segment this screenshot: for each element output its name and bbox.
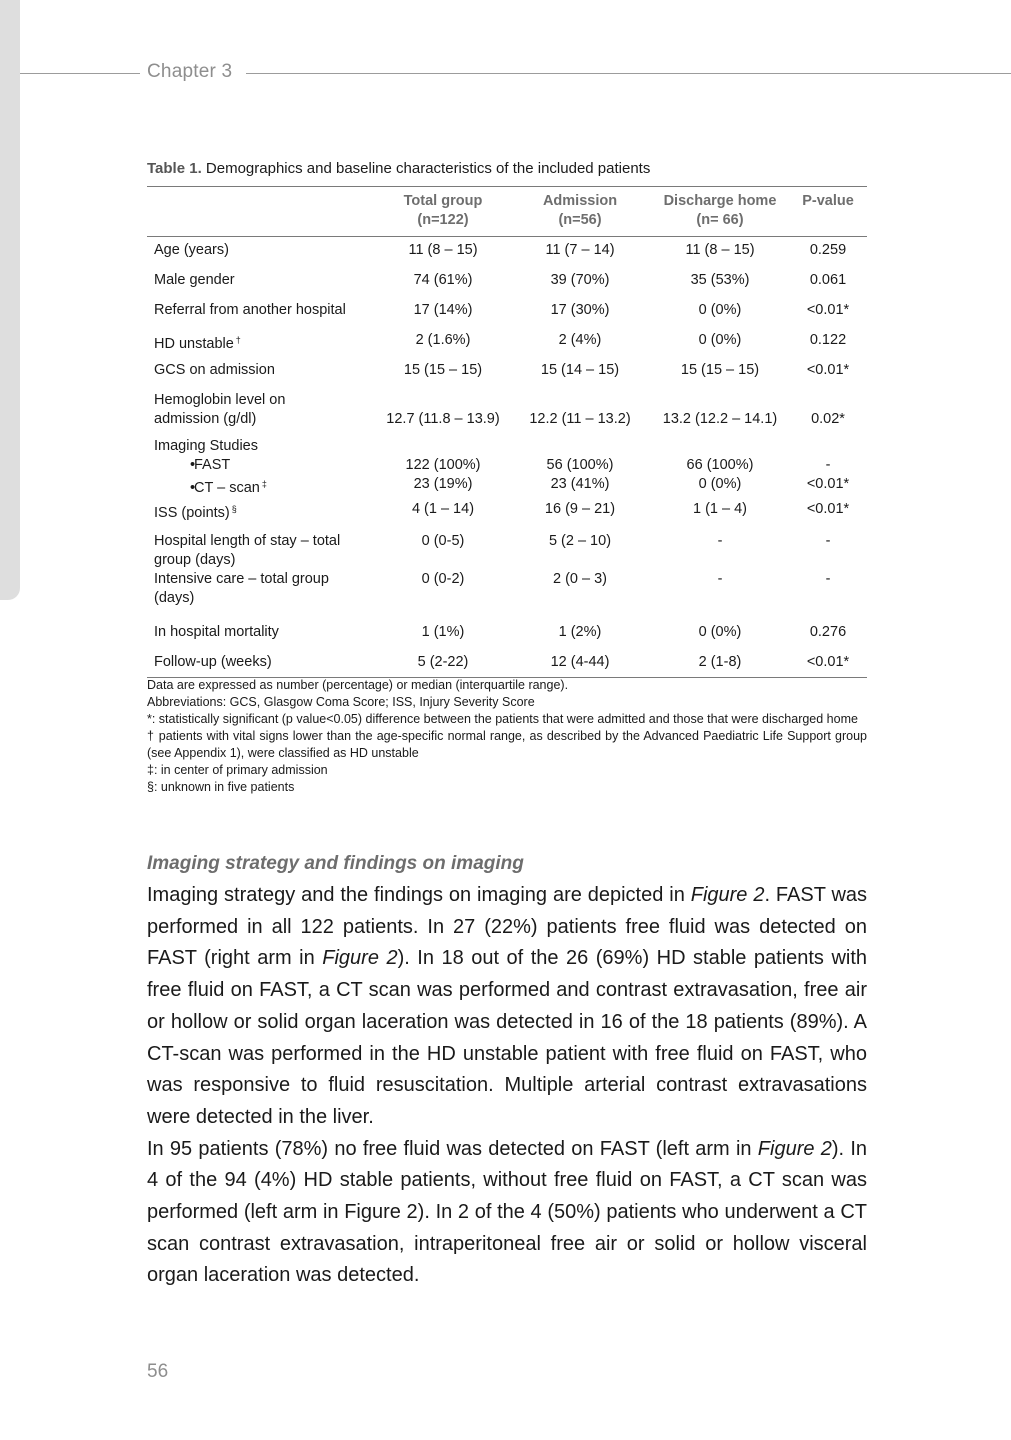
section-heading: Imaging strategy and findings on imaging bbox=[147, 853, 524, 874]
table-row-ct-scan: •CT – scan ‡ 23 (19%) 23 (41%) 0 (0%) <0.01* bbox=[190, 475, 850, 496]
header-p-value: P-value bbox=[789, 187, 867, 237]
dagger-mark: † bbox=[235, 334, 241, 345]
paragraph-2: In 95 patients (78%) no free fluid was detected on FAST (left arm in Figure 2). In 4 of the 94 (4%) HD stable patients, without free fluid on FAST, a CT scan was performed (left arm in Figure 2). In 2 of the 4 (50%) patients who underwent a CT scan contrast extravasation, intraperitoneal free air or solid or hollow visceral organ laceration was detected. bbox=[147, 1137, 868, 1287]
footnote-significance: *: statistically significant (p value<0.05) difference between the patients that were admitted and those that were discharged home bbox=[147, 712, 858, 726]
footnote-unknown: §: unknown in five patients bbox=[147, 780, 295, 794]
demographics-table bbox=[147, 186, 867, 678]
table-caption-text: Demographics and baseline characteristics of the included patients bbox=[201, 160, 651, 177]
table-row-iss: ISS (points) § 4 (1 – 14) 16 (9 – 21) 1 (1 – 4) <0.01* bbox=[154, 500, 850, 521]
table-row-mortality: In hospital mortality 1 (1%) 1 (2%) 0 (0%) 0.276 bbox=[154, 623, 847, 640]
table-row-male-gender: Male gender 74 (61%) 39 (70%) 35 (53%) 0.061 bbox=[154, 271, 847, 288]
table-row-imaging-studies: Imaging Studies bbox=[154, 437, 258, 454]
table-row-hd-unstable: HD unstable † 2 (1.6%) 2 (4%) 0 (0%) 0.122 bbox=[154, 331, 847, 352]
header-total-group: Total group (n=122) bbox=[377, 187, 509, 237]
chapter-header: Chapter 3 bbox=[147, 61, 233, 82]
header-empty bbox=[147, 187, 377, 237]
header-admission: Admission (n=56) bbox=[509, 187, 651, 237]
table-caption bbox=[147, 160, 650, 177]
footnote-primary-admission: ‡: in center of primary admission bbox=[147, 763, 328, 777]
table-row-follow-up: Follow-up (weeks) 5 (2-22) 12 (4-44) 2 (1-8) <0.01* bbox=[154, 653, 850, 670]
table-row-referral: Referral from another hospital 17 (14%) 17 (30%) 0 (0%) <0.01* bbox=[154, 301, 850, 318]
table-footnotes bbox=[147, 677, 867, 796]
table-row-length-of-stay: Hospital length of stay – total group (days) 0 (0-5) 5 (2 – 10) - - bbox=[154, 532, 831, 568]
header-rule-right bbox=[246, 73, 1011, 74]
header-discharge-home: Discharge home (n= 66) bbox=[651, 187, 789, 237]
table-header-row bbox=[147, 187, 867, 237]
page-number: 56 bbox=[147, 1361, 169, 1382]
page-side-tab bbox=[0, 0, 20, 600]
table-row-intensive-care: Intensive care – total group (days) 0 (0-2) 2 (0 – 3) - - bbox=[154, 570, 831, 606]
footnote-data-expression: Data are expressed as number (percentage) or median (interquartile range). bbox=[147, 678, 569, 692]
table-caption-label: Table 1. bbox=[147, 160, 202, 177]
section-mark: § bbox=[231, 503, 237, 514]
section-body bbox=[147, 880, 867, 1292]
header-rule-left bbox=[20, 73, 140, 74]
table-row-age: Age (years) 11 (8 – 15) 11 (7 – 14) 11 (8 – 15) 0.259 bbox=[154, 242, 847, 258]
paragraph-1: Imaging strategy and the findings on imaging are depicted in Figure 2. FAST was performed in all 122 patients. In 27 (22%) patients free fluid was detected on FAST (right arm in Figure 2). In 18 out of the 26 (69%) HD stable patients with free fluid on FAST, a CT scan was performed and contrast extravasation, free air or hollow or solid organ laceration was detected in 16 of the 18 patients (89%). A CT-scan was performed in the HD unstable patient with free fluid on FAST, who was responsive to fluid resuscitation. Multiple arterial contrast extravasations were detected in the liver. bbox=[147, 884, 868, 1128]
footnote-hd-unstable: † patients with vital signs lower than the age-specific normal range, as described by the Advanced Paediatric Life Support group (see Appendix 1), were classified as HD unstable bbox=[147, 729, 867, 760]
footnote-abbreviations: Abbreviations: GCS, Glasgow Coma Score; ISS, Injury Severity Score bbox=[147, 695, 535, 709]
double-dagger-mark: ‡ bbox=[261, 478, 267, 489]
table-row-gcs: GCS on admission 15 (15 – 15) 15 (14 – 15) 15 (15 – 15) <0.01* bbox=[154, 361, 850, 378]
table-row-fast: •FAST 122 (100%) 56 (100%) 66 (100%) - bbox=[190, 456, 831, 473]
table-row-hemoglobin: Hemoglobin level on admission (g/dl) 12.7 (11.8 – 13.9) 12.2 (11 – 13.2) 13.2 (12.2 – 14.1) 0.02* bbox=[154, 391, 845, 427]
